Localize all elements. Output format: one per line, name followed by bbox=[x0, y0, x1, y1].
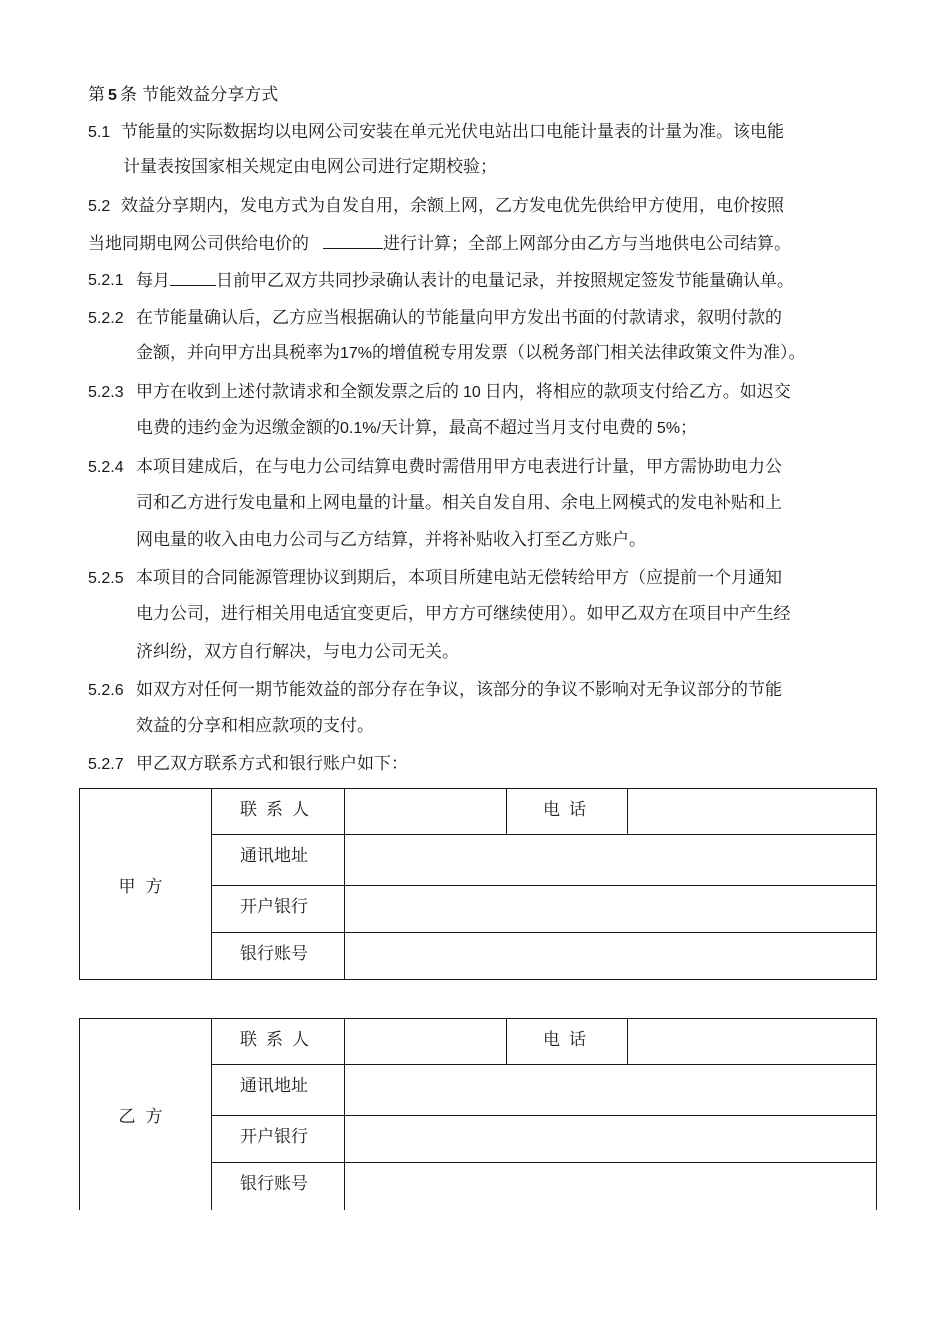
clause-5-2-1 bbox=[88, 269, 794, 292]
article-title-text: 条 节能效益分享方式 bbox=[119, 85, 279, 105]
clause-number: 5.2 bbox=[88, 198, 111, 215]
clause-5-2-3-line-2: 电费的违约金为迟缴金额的0.1%/天计算，最高不超过当月支付电费的 5%； bbox=[136, 418, 698, 438]
clause-5-2-7 bbox=[88, 753, 408, 776]
party-b-contact-field[interactable] bbox=[345, 1019, 507, 1065]
clause-5-2-4-line-3: 网电量的收入由电力公司与乙方结算，并将补贴收入打至乙方账户。 bbox=[136, 530, 646, 550]
account-label: 银行账号 bbox=[212, 933, 345, 980]
party-a-label: 甲方 bbox=[80, 789, 212, 980]
price-blank-field[interactable] bbox=[323, 232, 383, 249]
clause-5-2-2-line-1 bbox=[88, 307, 782, 330]
clause-5-2-5-line-3: 济纠纷，双方自行解决，与电力公司无关。 bbox=[136, 642, 459, 662]
clause-text: 甲方在收到上述付款请求和全额发票之后的 10 日内，将相应的款项支付给乙方。如迟交 bbox=[136, 382, 791, 402]
clause-5-2-2-line-2: 金额，并向甲方出具税率为17%的增值税专用发票（以税务部门相关法律政策文件为准）。 bbox=[136, 343, 806, 363]
party-b-phone-field[interactable] bbox=[628, 1019, 877, 1065]
article-title bbox=[88, 84, 278, 107]
party-b-account-field[interactable] bbox=[345, 1163, 877, 1210]
party-b-label: 乙方 bbox=[80, 1019, 212, 1210]
party-b-bank-field[interactable] bbox=[345, 1116, 877, 1163]
clause-text: 本项目的合同能源管理协议到期后，本项目所建电站无偿转给甲方（应提前一个月通知 bbox=[136, 568, 782, 588]
article-number: 5 bbox=[108, 87, 117, 104]
address-label: 通讯地址 bbox=[212, 1065, 345, 1116]
day-blank-field[interactable] bbox=[170, 269, 216, 286]
clause-5-2-5-line-1 bbox=[88, 567, 782, 590]
contact-label: 联系人 bbox=[212, 789, 345, 835]
phone-label: 电话 bbox=[507, 789, 628, 835]
party-b-address-field[interactable] bbox=[345, 1065, 877, 1116]
bank-label: 开户银行 bbox=[212, 886, 345, 933]
clause-number: 5.2.2 bbox=[88, 310, 124, 327]
clause-text: 效益分享期内，发电方式为自发自用，余额上网，乙方发电优先供给甲方使用，电价按照 bbox=[121, 196, 784, 216]
clause-text: 每月 日前甲乙双方共同抄录确认表计的电量记录，并按照规定签发节能量确认单。 bbox=[136, 271, 794, 291]
clause-5-2-6-line-1 bbox=[88, 679, 782, 702]
clause-5-1-line-2: 计量表按国家相关规定由电网公司进行定期校验； bbox=[123, 157, 497, 177]
clause-text: 节能量的实际数据均以电网公司安装在单元光伏电站出口电能计量表的计量为准。该电能 bbox=[121, 122, 784, 142]
clause-number: 5.2.4 bbox=[88, 459, 124, 476]
clause-5-2-5-line-2: 电力公司，进行相关用电适宜变更后，甲方方可继续使用）。如甲乙双方在项目中产生经 bbox=[136, 604, 791, 624]
clause-5-2-6-line-2: 效益的分享和相应款项的支付。 bbox=[136, 716, 374, 736]
party-a-bank-field[interactable] bbox=[345, 886, 877, 933]
party-a-account-field[interactable] bbox=[345, 933, 877, 980]
clause-5-2-line-1 bbox=[88, 195, 784, 218]
party-b-contact-table bbox=[79, 1018, 877, 1210]
clause-number: 5.2.6 bbox=[88, 682, 124, 699]
clause-text: 甲乙双方联系方式和银行账户如下： bbox=[136, 754, 408, 774]
clause-number: 5.2.3 bbox=[88, 384, 124, 401]
clause-5-1-line-1 bbox=[88, 121, 784, 144]
address-label: 通讯地址 bbox=[212, 835, 345, 886]
clause-number: 5.1 bbox=[88, 124, 111, 141]
clause-5-2-line-2 bbox=[88, 232, 791, 255]
phone-label: 电话 bbox=[507, 1019, 628, 1065]
bank-label: 开户银行 bbox=[212, 1116, 345, 1163]
party-a-address-field[interactable] bbox=[345, 835, 877, 886]
clause-5-2-4-line-2: 司和乙方进行发电量和上网电量的计量。相关自发自用、余电上网模式的发电补贴和上 bbox=[136, 493, 782, 513]
party-a-phone-field[interactable] bbox=[628, 789, 877, 835]
clause-text: 如双方对任何一期节能效益的部分存在争议，该部分的争议不影响对无争议部分的节能 bbox=[136, 680, 782, 700]
account-label: 银行账号 bbox=[212, 1163, 345, 1210]
article-title-prefix: 第 bbox=[88, 85, 105, 105]
clause-5-2-3-line-1 bbox=[88, 381, 791, 404]
clause-5-2-4-line-1 bbox=[88, 456, 782, 479]
party-a-contact-table bbox=[79, 788, 877, 980]
clause-text: 当地同期电网公司供给电价的 bbox=[88, 234, 309, 254]
clause-text: 进行计算；全部上网部分由乙方与当地供电公司结算。 bbox=[383, 234, 791, 254]
contact-label: 联系人 bbox=[212, 1019, 345, 1065]
clause-number: 5.2.1 bbox=[88, 272, 124, 289]
clause-number: 5.2.5 bbox=[88, 570, 124, 587]
clause-text: 在节能量确认后，乙方应当根据确认的节能量向甲方发出书面的付款请求，叙明付款的 bbox=[136, 308, 782, 328]
party-a-contact-field[interactable] bbox=[345, 789, 507, 835]
clause-text: 本项目建成后，在与电力公司结算电费时需借用甲方电表进行计量，甲方需协助电力公 bbox=[136, 457, 782, 477]
clause-number: 5.2.7 bbox=[88, 756, 124, 773]
